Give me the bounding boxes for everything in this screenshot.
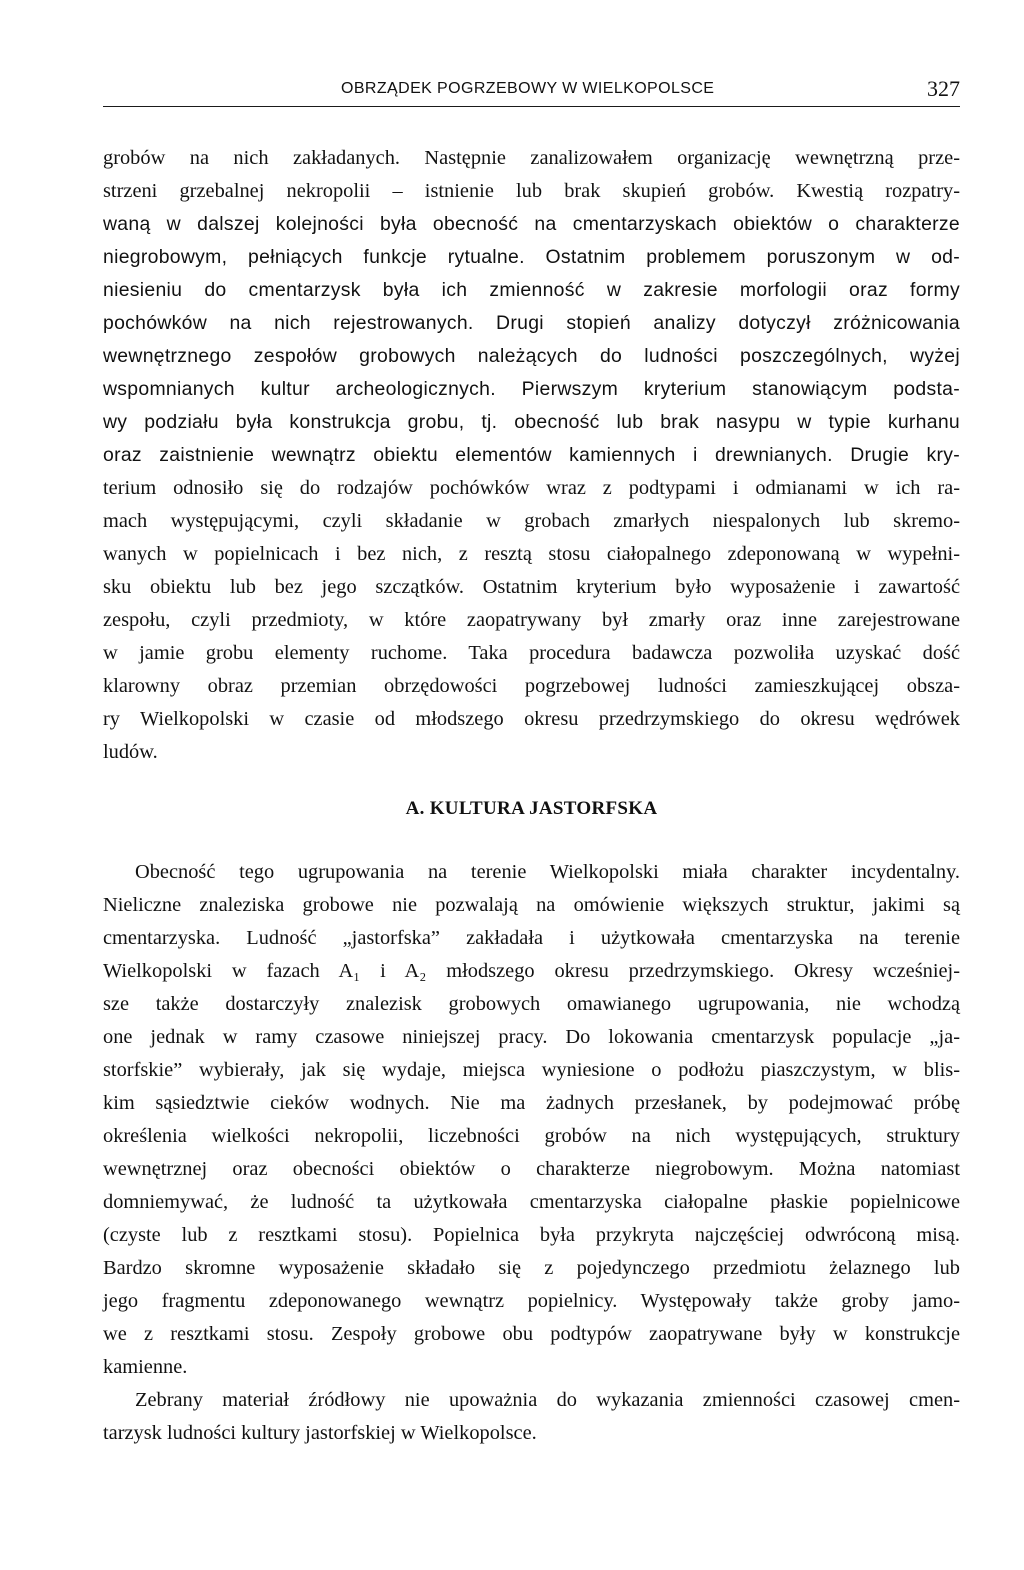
text-line: cmentarzyska. Ludność „jastorfska” zakładała i użytkowała cmentarzyska na terenie: [103, 927, 960, 949]
text-line: storfskie” wybierały, jak się wydaje, miejsca wyniesione o podłożu piaszczystym, w blis-: [103, 1059, 960, 1081]
text-line: Nieliczne znaleziska grobowe nie pozwalają na omówienie większych struktur, jakimi są: [103, 894, 960, 916]
text-line: określenia wielkości nekropolii, liczebności grobów na nich występujących, struktury: [103, 1125, 960, 1147]
text-line: Wielkopolski w fazach A₁ i A₂ młodszego okresu przedrzymskiego. Okresy wcześniej-: [103, 960, 960, 982]
text-line: wewnętrznej oraz obecności obiektów o charakterze niegrobowym. Można natomiast: [103, 1158, 960, 1180]
text-line: niesieniu do cmentarzysk była ich zmienność w zakresie morfologii oraz formy: [103, 279, 960, 301]
text-line: Bardzo skromne wyposażenie składało się z pojedynczego przedmiotu żelaznego lub: [103, 1257, 960, 1279]
text-line: wspomnianych kultur archeologicznych. Pierwszym kryterium stanowiącym podsta-: [103, 378, 960, 400]
text-line: domniemywać, że ludność ta użytkowała cmentarzyska ciałopalne płaskie popielnicowe: [103, 1191, 960, 1213]
text-line: klarowny obraz przemian obrzędowości pogrzebowej ludności zamieszkującej obsza-: [103, 675, 960, 697]
text-line: wanych w popielnicach i bez nich, z resztą stosu ciałopalnego zdeponowaną w wypełni-: [103, 543, 960, 565]
text-line: strzeni grzebalnej nekropolii – istnienie lub brak skupień grobów. Kwestią rozpatry-: [103, 180, 960, 202]
text-line: wewnętrznego zespołów grobowych należących do ludności poszczególnych, wyżej: [103, 345, 960, 367]
text-line: wy podziału była konstrukcja grobu, tj. obecność lub brak nasypu w typie kurhanu: [103, 411, 960, 433]
text-line: oraz zaistnienie wewnątrz obiektu elementów kamiennych i drewnianych. Drugie kry-: [103, 444, 960, 466]
text-line: Obecność tego ugrupowania na terenie Wielkopolski miała charakter incydentalny.: [135, 861, 960, 883]
text-line: ludów.: [103, 741, 158, 763]
text-line: one jednak w ramy czasowe niniejszej pracy. Do lokowania cmentarzysk populacje „ja-: [103, 1026, 960, 1048]
text-line: niegrobowym, pełniących funkcje rytualne. Ostatnim problemem poruszonym w od-: [103, 246, 960, 268]
text-line: pochówków na nich rejestrowanych. Drugi stopień analizy dotyczył zróżnicowania: [103, 312, 960, 334]
running-head: [103, 76, 960, 107]
text-line: w jamie grobu elementy ruchome. Taka procedura badawcza pozwoliła uzyskać dość: [103, 642, 960, 664]
text-line: grobów na nich zakładanych. Następnie zanalizowałem organizację wewnętrzną prze-: [103, 147, 960, 169]
text-line: zespołu, czyli przedmioty, w które zaopatrywany był zmarły oraz inne zarejestrowane: [103, 609, 960, 631]
text-line: ry Wielkopolski w czasie od młodszego okresu przedrzymskiego do okresu wędrówek: [103, 708, 960, 730]
text-line: we z resztkami stosu. Zespoły grobowe obu podtypów zaopatrywane były w konstrukcje: [103, 1323, 960, 1345]
text-line: (czyste lub z resztkami stosu). Popielnica była przykryta najczęściej odwróconą misą.: [103, 1224, 960, 1246]
text-line: kamienne.: [103, 1356, 188, 1378]
section-heading: A. KULTURA JASTORFSKA: [405, 798, 658, 819]
running-head-title: OBRZĄDEK POGRZEBOWY W WIELKOPOLSCE: [341, 80, 715, 97]
text-line: tarzysk ludności kultury jastorfskiej w Wielkopolsce.: [103, 1422, 537, 1444]
page-number: 327: [927, 76, 960, 101]
text-line: kim sąsiedztwie cieków wodnych. Nie ma żadnych przesłanek, by podejmować próbę: [103, 1092, 960, 1114]
text-line: terium odnosiło się do rodzajów pochówków wraz z podtypami i odmianami w ich ra-: [103, 477, 960, 499]
text-line: jego fragmentu zdeponowanego wewnątrz popielnicy. Występowały także groby jamo-: [103, 1290, 960, 1312]
text-line: Zebrany materiał źródłowy nie upoważnia do wykazania zmienności czasowej cmen-: [135, 1389, 960, 1411]
text-line: sku obiektu lub bez jego szczątków. Ostatnim kryterium było wyposażenie i zawartość: [103, 576, 960, 598]
text-line: sze także dostarczyły znalezisk grobowych omawianego ugrupowania, nie wchodzą: [103, 993, 960, 1015]
text-line: waną w dalszej kolejności była obecność na cmentarzyskach obiektów o charakterze: [103, 213, 960, 235]
text-line: mach występującymi, czyli składanie w grobach zmarłych niespalonych lub skremo-: [103, 510, 960, 532]
